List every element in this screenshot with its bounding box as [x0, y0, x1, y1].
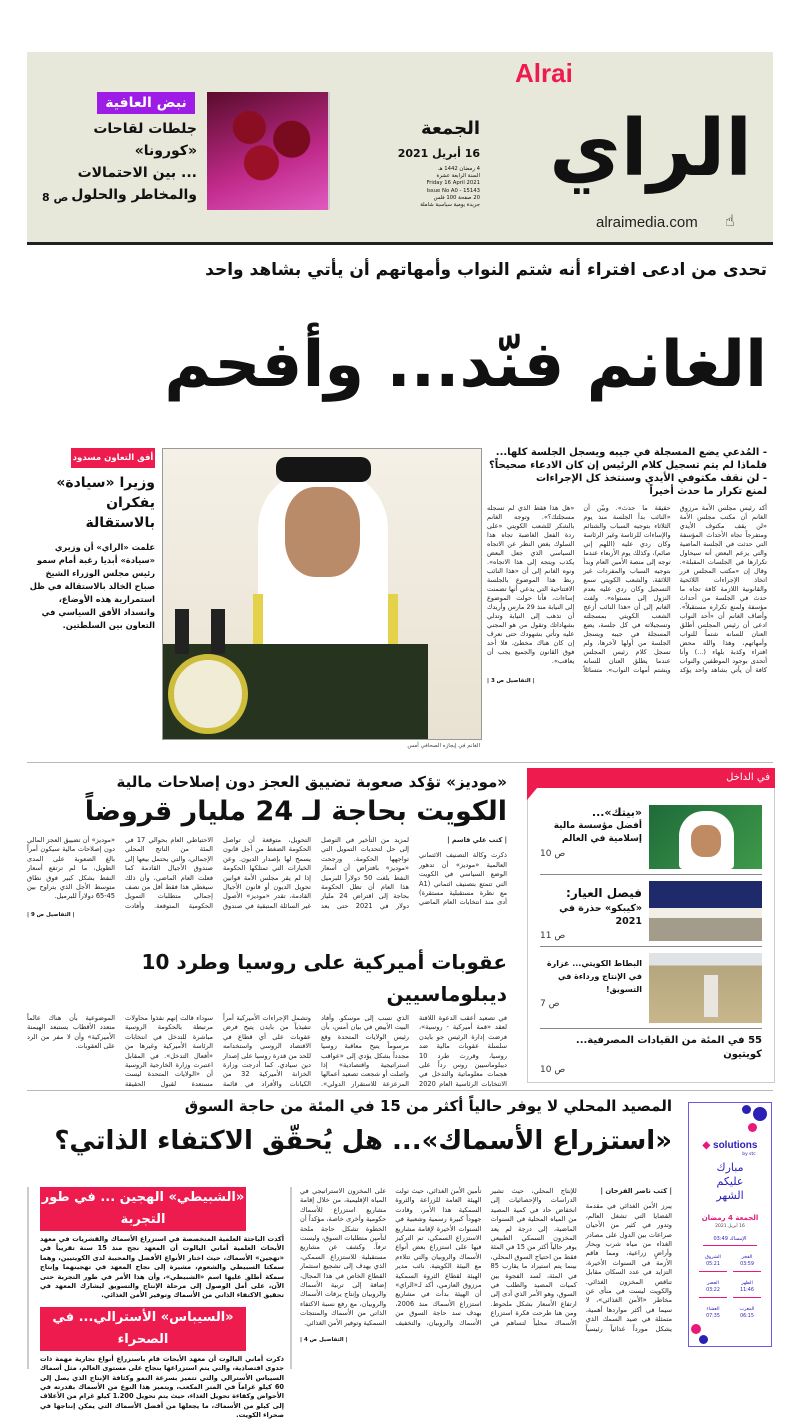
inside-item-sub: «كيبكو» حذرة في 2021 — [559, 903, 642, 927]
moodys-body-text: ذكرت وكالة التصنيف الائتماني العالمية «موديز» أن تدهور الوضع السياسي في الكويت التي تتمتع بتصنيف ائتماني (A1 مع نظرة مستقبلية مستقرة) أدى منذ انتخابات العام الماضي لمزيد من التأخير في التوصل إلى حل لتحديات التمويل التي تواجهها الحكومة. ورجحت «موديز» بافتراض أن أسعار النفط بلغت 50 دولاراً للبرميل هذا العام أن تظل الحكومة بحاجة إلى اقتراض 24 مليار دولار في 2021 حتى بعد التحويل، متوقعة أن تواصل الحكومة الضغط من أجل قانون يسمح لها بإصدار الديون. وعن الخيارات التي تمتلكها الحكومة إذا لم يقر مجلس الأمة قوانين تحويل الديون أو قانون الأجيال القادمة، تقدر «موديز» الأصول غير السائلة المتبقية في صندوق الاحتياطي العام بحوالي 17 في المئة من الناتج المحلي الإجمالي، والتي يحتمل بيعها إلى صندوق الأجيال القادمة كما فعلت العام الماضي، وأن ذلك سيغطي هذا فقط أقل من نصف إجمالي متطلبات التمويل الحكومية المتوقعة. وأفادت «موديز» أن تضييق العجز المالي دون إصلاحات مالية سيكون أمراً بالغ الصعوبة على المدى الطويل، ما لم ترتفع أسعار النفط بشكل كبير فوق نطاق متوسط الأجل الذي يتراوح بين 45-65 دولاراً للبرميل. — [27, 836, 507, 910]
prayer-time: العشاء 07:35 — [706, 1307, 720, 1319]
prayer-time: الظهر 11:46 — [733, 1280, 761, 1298]
inside-item[interactable] — [540, 1034, 762, 1080]
moodys-byline: | كتب علي قاسم | — [447, 836, 507, 844]
fish-body-text: يبرز الأمن الغذائي في مقدمة القضايا التي تشغل العالم، وتدور في كثير من الأحيان صراعات بين الدول على مصادر الغذاء من مياه شرب وبحار وأراضٍ زراعية، ومما فاقم الأزمة في السنوات الأخيرة، التزايد في عدد السكان مقابل تناقص المخزون الغذائي. والكويت ليست في منأى عن مخاطر «الأمن الغذائي»، لا سيما في أكثر مواردها أهمية، متمثلة في صيد السمك الذي يشكل مورداً غذائياً رئيسياً للإنتاج المحلي، حيث تشير الدراسات والإحصائيات إلى انخفاض حاد في كمية المصيد من المياه المحلية في السنوات الماضية، إلى درجة لم يعد المخزون السمكي الطبيعي يوفر حالياً أكثر من 15 في المئة فقط من احتياج السوق المحلي، بينما يتم استيراد ما يقارب 85 في المئة، لسد الفجوة بين كميات المصيد والطلب في السوق، وهو الأمر الذي أدى إلى ارتفاع الأسعار بشكل ملحوظ. ومن هنا طرحت فكرة استزراع الأسماك محلياً لتساهم في تأمين الأمن الغذائي، حيث تولت الهيئة العامة للزراعة والثروة السمكية هذا الأمر، وقادت جهوداً كبيرة رسمية وشعبية في السنوات الأخيرة لإقامة مشاريع الاستزراع السمكي، تم التركيز فيها على استزراع بعض أنواع الأسماك والروبيان والتي تتلاءم مع البيئة الكويتية. نائب مدير الهيئة لقطاع الثروة السمكية مرزوق العازمي، أكد لـ«الراي» أن الهيئة بدأت في مشاريع استزراع الأسماك منذ 2006، بهدف سد حاجة السوق من الأسماك والروبيان، والتخفيف على المخزون الاستراتيجي في المياه الإقليمية، من خلال إقامة مشاريع استزراع للأسماك حكومية وأخرى خاصة، مؤكداً أن الخطوة تشكل حاجة ملحة لتأمين متطلبات السوق، وليست ترفاً. وكشف عن مشاريع مستقبلية للاستزراع السمكي، الذي يهدف إلى تشجيع استثمار القطاع الخاص في هذا المجال، إضافة إلى تربية الأسماك والروبيان وإنتاج يرقات الأسماك والروبيان، مع رفع نسبة الاكتفاء الذاتي من الأسماك والمنتجات السمكية وتوفير الأمن الغذائي. — [300, 1187, 672, 1333]
lead-more-link[interactable]: | التفاصيل ص 3 | — [487, 678, 535, 684]
headline-line: بالاستقالة — [85, 515, 155, 531]
lead-deck-2: - لن نقف مكتوفي الأيدي وسنتخذ كل الإجراءات — [536, 473, 767, 484]
moodys-kicker: «موديز» تؤكد صعوبة تضييق العجز دون إصلاحات مالية — [116, 773, 507, 791]
moodys-body — [27, 836, 507, 911]
headline-line: يفكران — [106, 495, 155, 511]
inside-item-text — [540, 805, 642, 860]
fish-byline: | كتب ناصر الفرحان | — [600, 1187, 672, 1195]
inside-item-title: البطاط الكويتي... غزارة — [546, 959, 642, 968]
headline-line: ... بين الاحتمالات — [77, 165, 197, 181]
lead-deck-1: - المُدعي يضع المسجلة في جيبه ويسجل الجلسة كلها... — [495, 447, 767, 458]
meta-line: Issue No A0 - 15143 — [426, 187, 480, 194]
fish-headline[interactable]: «استزراع الأسماك»... هل يُحقّق الاكتفاء الذاتي؟ — [54, 1126, 672, 1156]
meta-line: السنة الرابعة عشرة — [436, 173, 480, 180]
health-teaser-image[interactable] — [207, 92, 330, 210]
fish-more-link[interactable]: | التفاصيل ص 4 | — [300, 1337, 348, 1344]
greeting-line: عليكم — [716, 1175, 744, 1188]
inside-item[interactable] — [540, 881, 762, 947]
inside-item-page: ص 10 — [540, 849, 566, 859]
health-section-tag[interactable]: نبض العافية — [97, 92, 195, 114]
health-page-ref: ص 8 — [42, 191, 69, 204]
headline-line: والمخاطر والحلول — [71, 187, 197, 203]
ad-imsak: الإمساك 03:49 — [703, 1236, 757, 1246]
inside-item-page: ص 10 — [540, 1065, 566, 1075]
logo-arabic[interactable]: الراي — [549, 104, 752, 194]
box-header: «الشبيطي» الهجين ... في طور التجربة — [40, 1187, 246, 1231]
parliament-emblem — [168, 654, 248, 734]
inside-item-title: 55 في المئة من القيادات المصرفية... كويتيون — [575, 1035, 762, 1060]
fish-body — [300, 1187, 672, 1334]
inside-item-text — [540, 881, 642, 942]
inside-item-image — [649, 881, 762, 941]
side-story-headline[interactable] — [27, 473, 155, 533]
prayer-time: الفجر 03:59 — [733, 1254, 761, 1272]
column-rule — [27, 1187, 29, 1369]
website-link[interactable]: alraimedia.com — [596, 214, 698, 231]
lead-photo-caption: الغانم في إيجازه الصحافي أمس — [407, 743, 480, 749]
divider — [27, 762, 773, 763]
greeting-line: مبارك — [716, 1161, 744, 1174]
issue-date: 16 أبريل 2021 — [397, 147, 480, 160]
headline-line: جلطات لقاحات «كورونا» — [93, 121, 197, 159]
inside-item-sub: أفضل مؤسسة مالية إسلامية في العالم — [553, 821, 642, 844]
inside-item-image — [649, 805, 762, 869]
figure-face — [285, 487, 360, 577]
moodys-story — [27, 772, 507, 919]
side-story-body: علمت «الراي» أن وزيري «سيادة» أبديا رغبة أمام سمو رئيس مجلس الوزراء الشيخ صباح الخالد بالاستقالة في ظل استمرارية هذه الأوضاع، وانسداد الأفق السياسي في التعاون بين السلطتين. — [29, 542, 155, 630]
lead-body: أكد رئيس مجلس الأمة مرزوق الغانم أن مكتب مجلس الأمة «لن يقف مكتوف الأيدي ومتفرجاً تجاه الأحداث المؤسفة التي حدثت في الجلسة الماضية والتي يزعم البعض أنه سيحاول تكرارها في الجلسات المقبلة». وقال إن «مكتب المجلس قرر اتخاذ الإجراءات اللائحية والقانونية اللازمة كافة تجاه ما حدث في الجلسة من أحداث مؤسفة ولمنع تكراره مستقبلاً». وأضاف الغانم أن «أحد النواب ادعى أن رئيس المجلس أطلق العنان للسانه شتماً للنواب وأمهاتهم، وهذا والله محض افتراء وكذبة بلهاء (...) وأنا أتحدى بوجود الموظفين والنواب كافة أن يأتي بشاهد واحد يؤكد حقيقة ما حدث». وبيّن أن «النائب بدأ الجلسة منذ يوم الثلاثاء بتوجيه السباب والشتائم والإساءات للرئاسة وغير الرئاسة وكان ردي عليه (اللهم إني صائم)، وكذلك يوم الأربعاء عندما توجه إلى منصة الأمين العام وبدأ بتوجيه السباب والمفردات غير اللائقة، والشعب الكويتي سمع التسجيل وكان ردي عليه بعدم النزول إلى مستواه». ولفت الغانم إلى أن «هذا النائب أزعج الشعب الكويتي بمسجلته وتسجيلاته في كل جلسة، يضع المسجلة في جيبه ويسجل الجلسة من أولها لآخرها، ولم تسجل كلام رئيس المجلس عندما يطلق العنان للسانه ويشتم أمهات النواب». متسائلاً «هل هذا فقط الذي لم تسجله مسجلتك؟». وتوجه الغانم بالشكر للشعب الكويتي «على ردة الفعل الغاضبة تجاه هذا السلوك بغض النظر عن الاتجاه السياسي الذي جعل البعض يكذب ويتجه إلى هذا الاتجاه». ونوه الغانم إلى أن «هذا النائب ربط هذا الموضوع بالجلسة الافتتاحية التي يدعي أنها تضمنت إساءات، فأنا حولت الموضوع إلى النيابة منذ 29 مارس وأريدك أن تذهب إلى النيابة وتدلي بشهاداتك وتقول من هو المجني عليه وتأتي بشهودك حتى نعرف إن كان هناك مخطئ، فلا أحد فوق القانون والجميع يجب أن يعاقب». — [487, 504, 767, 674]
inside-item-page: ص 7 — [540, 999, 560, 1009]
inside-header-notch — [527, 788, 537, 800]
meta-line: Friday 16 April 2021 — [426, 180, 480, 187]
side-story — [27, 448, 155, 632]
moodys-headline[interactable]: الكويت بحاجة لـ 24 مليار قروضاً — [84, 796, 507, 827]
box-body: أكدت الباحثة العلمية المتخصصة في استزراع الأسماك والقشريات في معهد الأبحاث العلمية أماني اليالوت أن المعهد نجح منذ 15 سنة تقريباً في «تهجين» الأسماك، حيث اختار الأنواع الأفضل والمحببة لدى الكويتيين، وهما سمكتا السبيطي والشعوم، مشيرة إلى نجاح المعهد في تهجينهما وإنتاج سمكة أطلق عليها اسم «الشبيطي»، وأن هذا الأمر في طور التجربة حتى الآن، على أمل الوصول إلى مرحلة الإنتاج والتسويق ليشارك المعهد في تحقيق الاكتفاء الذاتي من الأسماك وتوفير الأمن الغذائي. — [40, 1235, 284, 1300]
prayer-time: العصر 03:22 — [699, 1280, 727, 1298]
lead-photo[interactable] — [162, 448, 482, 740]
divider — [27, 1090, 773, 1091]
greeting-line: الشهر — [716, 1189, 744, 1202]
ad-greeting — [689, 1161, 771, 1203]
lead-headline-text: الغانم فنّد... وأفحم — [164, 328, 767, 402]
inside-item[interactable] — [540, 805, 762, 875]
fish-kicker: المصيد المحلي لا يوفر حالياً أكثر من 15 في المئة من حاجة السوق — [184, 1097, 672, 1115]
inside-item-title: فيصل العيار: — [566, 886, 642, 900]
microphone — [175, 609, 189, 654]
moodys-more-link[interactable]: | التفاصيل ص 9 | — [27, 912, 75, 919]
hand-pointer-icon: ☝ — [725, 211, 735, 230]
inside-item-sub: في الإنتاج ورداءة في التسويق! — [558, 972, 642, 994]
inside-item[interactable] — [540, 953, 762, 1029]
microphone — [211, 609, 225, 654]
lead-kicker: تحدى من ادعى افتراء أنه شتم النواب وأمهاتهم أن يأتي بشاهد واحد — [205, 260, 767, 280]
inside-label: في الداخل — [726, 772, 770, 783]
ad-date: 16 أبريل 2021 — [715, 1224, 745, 1229]
russia-headline[interactable]: عقوبات أميركية على روسيا وطرد 10 ديبلوماسيين — [141, 950, 507, 1006]
meta-line: 4 رمضان 1442 هـ — [438, 166, 480, 172]
solutions-logo-icon: ◆ — [702, 1140, 711, 1151]
fish-story-header — [27, 1095, 672, 1161]
issue-day: الجمعة — [420, 118, 480, 139]
inside-item-text — [540, 953, 642, 1010]
figure-agal — [276, 457, 371, 482]
inside-item-title: «بيتك»... — [591, 806, 642, 819]
column-rule — [290, 1187, 292, 1369]
prayer-times — [699, 1254, 761, 1320]
lead-headline[interactable] — [27, 292, 767, 438]
side-story-tag: أفق التعاون مسدود — [71, 448, 155, 468]
lead-deck-1b: فلماذا لم يتم تسجيل كلام الرئيس إن كان الادعاء صحيحاً؟ — [488, 460, 767, 471]
ad-brand-sub: by stc — [742, 1152, 756, 1157]
russia-body: في تصعيد أعقب الدعوة اللافتة لعقد «قمة أميركية - روسية»، فرضت إدارة الرئيس جو بايدن سلسلة عقوبات مالية ضد روسيا، وقررت طرد 10 ديبلوماسيين روس رداً على هجمات معلوماتية والتدخل في الانتخابات الرئاسية العام 2020 الذي نسب إلى موسكو. وأفاد البيت الأبيض في بيان أمس، بأن رئيس الولايات المتحدة وقع مرسوماً يتيح معاقبة روسيا مجدداً بشكل يؤدي إلى «عواقب استراتيجية واقتصادية» إذا واصلت أو شجعت تصعيد أعمالها المزعزعة للاستقرار الدولي». وتشمل الإجراءات الأميركية أمراً تنفيذياً من بايدن يتيح فرض عقوبات على أي قطاع في الاقتصاد الروسي واستخدامه للحد من قدرة روسيا على إصدار دين سيادي. كما أدرجت وزارة الخزانة الأميركية 32 من الكيانات والأفراد في قائمة سوداء قالت إنهم نفذوا محاولات مرتبطة بالحكومة الروسية مباشرة للتدخل في انتخابات الرئاسة الأميركية وغيرها من «أفعال التدخل». في المقابل اعتبرت وزارة الخارجية الروسية أن «الولايات المتحدة ليست مستعدة لقبول الحقيقة الموضوعية بأن هناك عالماً متعدد الأقطاب يستبعد الهيمنة الأميركية» وأن لا مفر من الرد على العقوبات. — [27, 1014, 507, 1088]
ad-brand-text: solutions — [713, 1140, 758, 1151]
inside-item-page: ص 11 — [540, 931, 566, 941]
meta-line: جريدة يومية سياسية شاملة — [420, 202, 480, 209]
prayer-time: الشروق 05:21 — [699, 1254, 727, 1272]
headline-line: وزيرا «سيادة» — [56, 475, 155, 491]
inside-item-image — [649, 953, 762, 1023]
issue-meta — [390, 166, 480, 209]
lead-deck-2b: لمنع تكرار ما حدث أخيراً — [649, 486, 767, 497]
meta-line: 20 صفحة 100 فلس — [433, 194, 480, 201]
lead-text-block — [487, 446, 767, 685]
fish-side-boxes — [40, 1187, 284, 1427]
ad-brand — [689, 1139, 771, 1152]
russia-story — [27, 946, 507, 1089]
stc-ramadan-ad[interactable] — [688, 1102, 772, 1347]
logo-latin[interactable]: Alrai — [515, 58, 573, 88]
ad-day: الجمعة 4 رمضان — [701, 1214, 759, 1222]
box-body: ذكرت أماني اليالوت أن معهد الأبحاث قام باستزراع أنواع تجارية مهمة ذات جدوى اقتصادية، والتي يتم استزراعها بنجاح على مستوى العالم، مثل أسماك السيباس الأسترالي والتي تتميز بسرعة النمو وكثافة الإنتاج الذي يصل إلى 60 كيلو غراماً في المتر المكعب، ويتميز هذا النوع من الأسماك بقدرته في الأحواض وكفاءة تحويل الغذاء، حيث يتم تحويل 1.200 كيلو غرام من الأعلاف إلى كيلو من الأسماك، ما يجعلها من أفضل الأسماك التي يمكن إنتاجها في صحراء الكويت. — [40, 1354, 284, 1420]
prayer-time: المغرب 06:15 — [739, 1307, 755, 1319]
fish-story-body — [300, 1187, 672, 1344]
box-header: «السيباس» الأسترالي... في الصحراء — [40, 1307, 246, 1351]
